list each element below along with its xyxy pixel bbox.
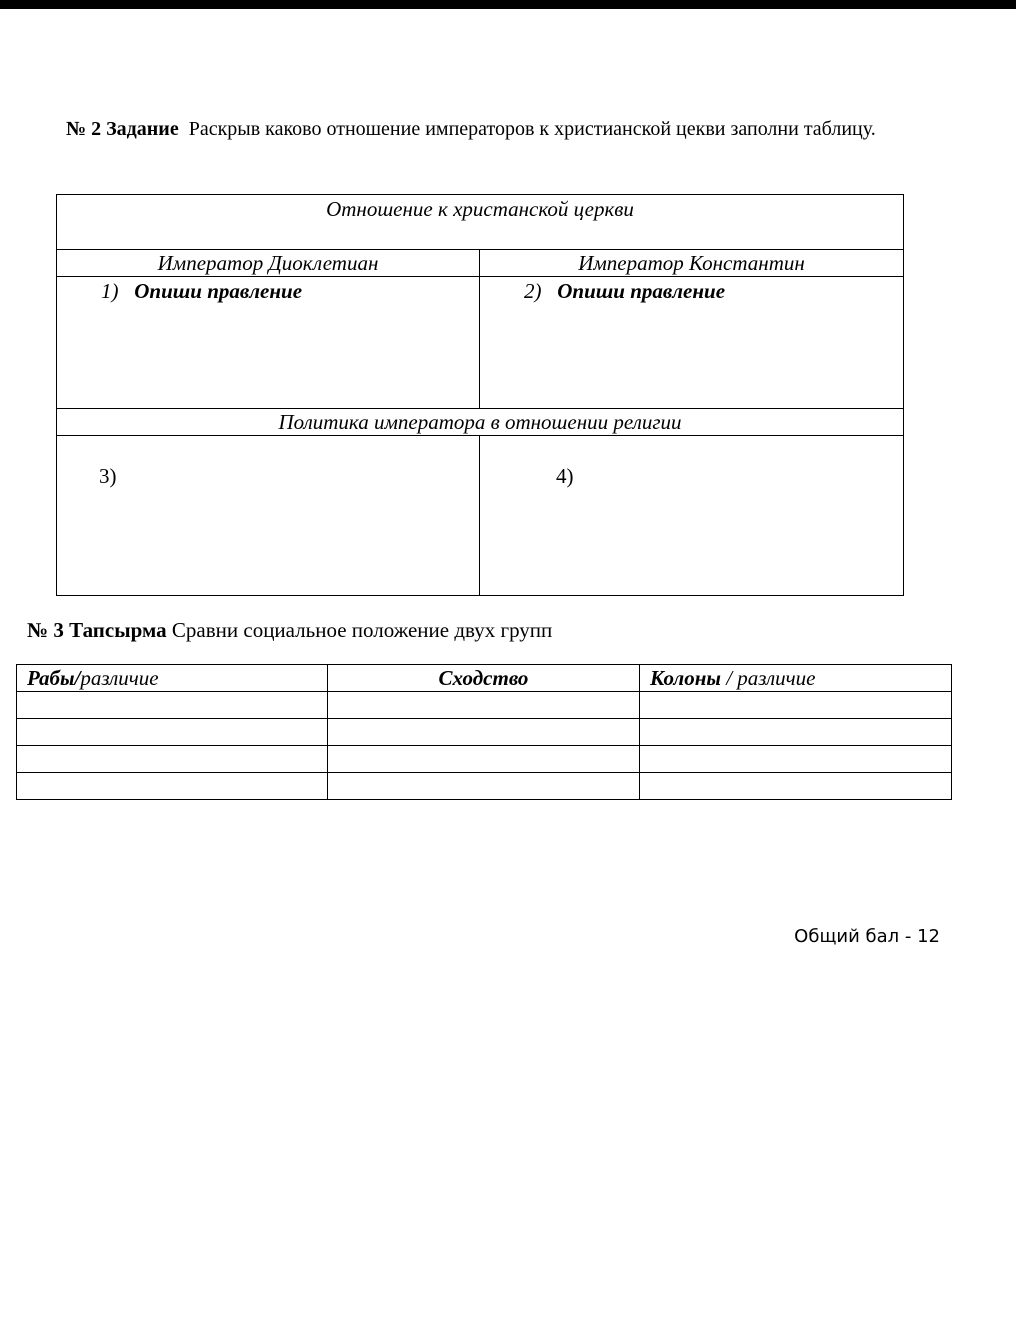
item-number-1: 1) — [101, 279, 119, 303]
describe-reign-label-1: Опиши правление — [134, 279, 303, 303]
diocletian-policy-cell[interactable] — [57, 436, 480, 596]
table-cell[interactable] — [328, 773, 640, 800]
task-2-text: Раскрыв каково отношение императоров к христианской цекви заполни таблицу. — [188, 118, 876, 140]
similarity-header — [328, 665, 640, 692]
table-cell[interactable] — [17, 746, 328, 773]
table-cell[interactable] — [640, 692, 952, 719]
table-cell[interactable] — [640, 719, 952, 746]
table-cell[interactable] — [17, 692, 328, 719]
slaves-label: Рабы/ — [27, 666, 81, 690]
emperor-constantine-header: Император Константин — [480, 250, 904, 277]
table-row — [17, 692, 952, 719]
item-number-3: 3) — [99, 464, 117, 488]
emperors-table — [56, 194, 904, 596]
comparison-header-row — [17, 665, 952, 692]
policy-header: Политика императора в отношении религии — [57, 409, 904, 436]
task-3-text: Сравни социальное положение двух групп — [171, 618, 553, 642]
total-score: Общий бал - 12 — [794, 926, 940, 947]
table-row — [17, 773, 952, 800]
table-cell[interactable] — [17, 773, 328, 800]
item-number-4: 4) — [556, 464, 574, 488]
task-3-heading — [27, 616, 552, 644]
table-title: Отношение к христанской церкви — [57, 195, 904, 250]
describe-reign-label-2: Опиши правление — [557, 279, 726, 303]
comparison-table — [16, 664, 952, 800]
table-cell[interactable] — [17, 719, 328, 746]
emperor-diocletian-header: Император Диоклетиан — [57, 250, 480, 277]
task-2-number: № 2 Задание — [66, 118, 179, 140]
constantine-description-cell[interactable] — [480, 277, 904, 409]
table-cell[interactable] — [640, 746, 952, 773]
table-row — [17, 719, 952, 746]
similarity-label: Сходство — [438, 666, 529, 690]
slaves-difference-label: различие — [80, 666, 159, 690]
colons-difference-label: / различие — [720, 666, 816, 690]
table-cell[interactable] — [328, 719, 640, 746]
task-3-number: № 3 Тапсырма — [27, 618, 167, 642]
diocletian-description-cell[interactable] — [57, 277, 480, 409]
table-row — [17, 746, 952, 773]
item-number-2: 2) — [524, 279, 542, 303]
table-cell[interactable] — [328, 692, 640, 719]
table-cell[interactable] — [328, 746, 640, 773]
task-2-heading — [66, 116, 941, 143]
slaves-header — [17, 665, 328, 692]
constantine-policy-cell[interactable] — [480, 436, 904, 596]
top-black-bar — [0, 0, 1016, 9]
colons-label: Колоны — [650, 666, 721, 690]
colons-header — [640, 665, 952, 692]
table-cell[interactable] — [640, 773, 952, 800]
